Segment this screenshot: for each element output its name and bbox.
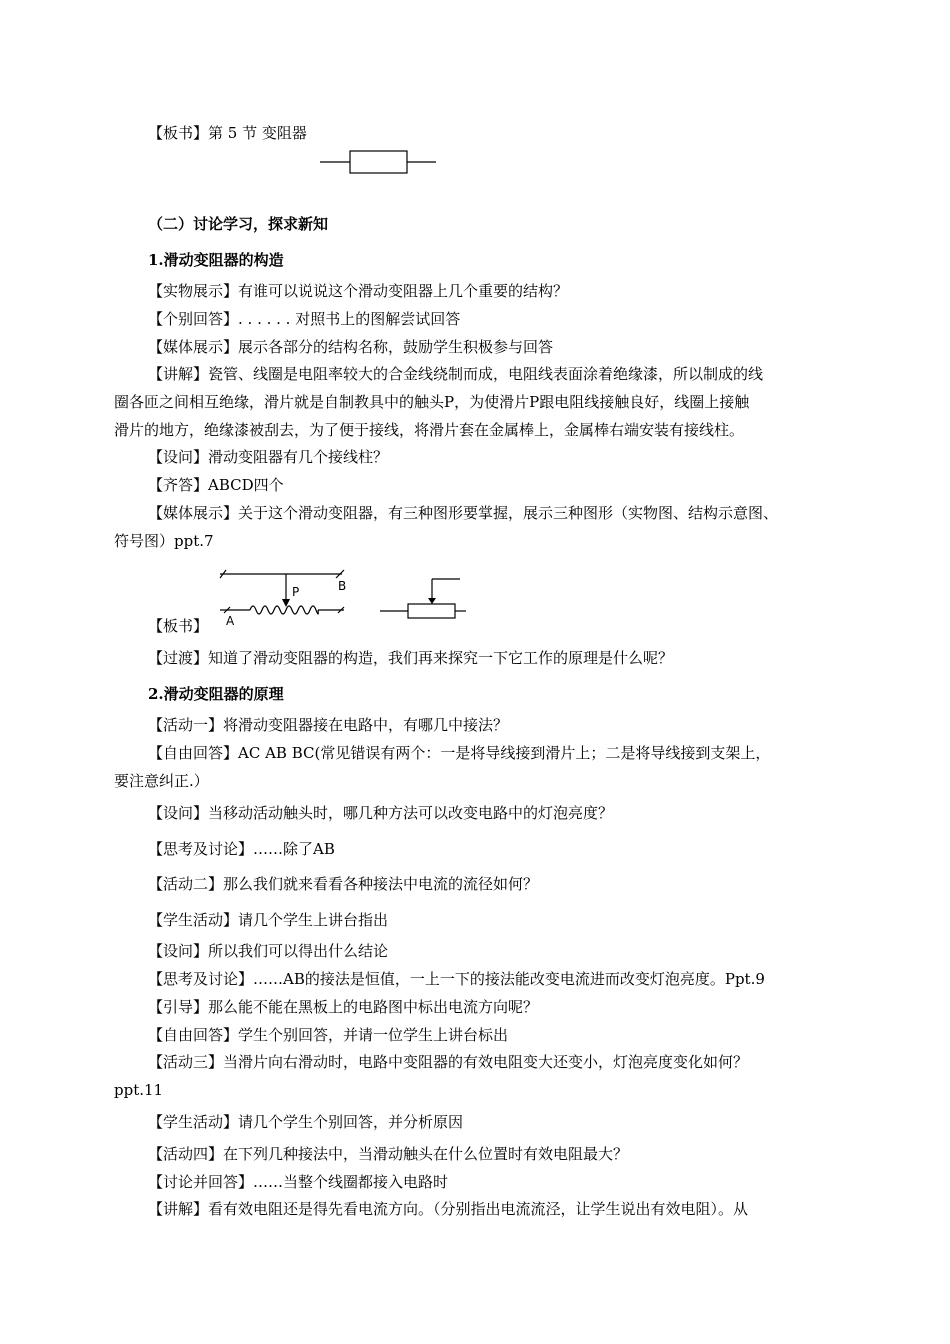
paragraph-line: 【个别回答】. . . . . . 对照书上的图解尝试回答 xyxy=(148,310,461,328)
subsection-heading-structure: 1.滑动变阻器的构造 xyxy=(148,251,284,269)
paragraph-line: 【自由回答】AC AB BC(常见错误有两个：一是将导线接到滑片上；二是将导线接到支架上， xyxy=(148,744,771,762)
paragraph-line: 【讨论并回答】……当整个线圈都接入电路时 xyxy=(148,1173,449,1191)
paragraph-line: 【活动四】在下列几种接法中，当滑动触头在什么位置时有效电阻最大？ xyxy=(148,1145,629,1163)
paragraph-line: 【思考及讨论】……AB的接法是恒值，一上一下的接法能改变电流进而改变灯泡亮度。Ppt.9 xyxy=(148,970,765,988)
paragraph-line: 要注意纠正.） xyxy=(114,772,209,790)
rheostat-structure-diagram xyxy=(214,565,354,630)
paragraph-line: 【引导】那么能不能在黑板上的电路图中标出电流方向呢？ xyxy=(148,998,539,1016)
paragraph-line: 【讲解】瓷管、线圈是电阻率较大的合金线绕制而成，电阻线表面涂着绝缘漆，所以制成的线 xyxy=(148,365,764,383)
label-a: A xyxy=(226,614,235,628)
resistor-symbol-icon xyxy=(320,150,440,178)
section-heading-discussion: （二）讨论学习，探求新知 xyxy=(148,215,329,233)
paragraph-line: 【活动三】当滑片向右滑动时，电路中变阻器的有效电阻变大还变小，灯泡亮度变化如何？ xyxy=(148,1053,749,1071)
rheostat-symbol-icon xyxy=(380,575,470,620)
paragraph-line: 【学生活动】请几个学生上讲台指出 xyxy=(148,911,389,929)
paragraph-line: 【设问】滑动变阻器有几个接线柱？ xyxy=(148,448,389,466)
board-heading: 【板书】第 5 节 变阻器 xyxy=(148,124,307,142)
paragraph-line: 【设问】所以我们可以得出什么结论 xyxy=(148,942,389,960)
paragraph-line: ppt.11 xyxy=(114,1081,164,1099)
paragraph-line: 【学生活动】请几个学生个别回答，并分析原因 xyxy=(148,1113,464,1131)
paragraph-line: 【实物展示】有谁可以说说这个滑动变阻器上几个重要的结构？ xyxy=(148,282,569,300)
paragraph-line: 滑片的地方，绝缘漆被刮去，为了便于接线，将滑片套在金属棒上，金属棒右端安装有接线柱。 xyxy=(114,421,745,439)
paragraph-line: 【设问】当移动活动触头时，哪几种方法可以改变电路中的灯泡亮度？ xyxy=(148,804,614,822)
paragraph-line: 【活动一】将滑动变阻器接在电路中，有哪几中接法？ xyxy=(148,716,509,734)
subsection-heading-principle: 2.滑动变阻器的原理 xyxy=(148,685,284,703)
label-b: B xyxy=(338,579,347,593)
paragraph-line: 符号图）ppt.7 xyxy=(114,532,214,550)
board-label: 【板书】 xyxy=(148,617,209,635)
label-p: P xyxy=(292,585,300,599)
paragraph-line: 【媒体展示】展示各部分的结构名称，鼓励学生积极参与回答 xyxy=(148,338,554,356)
paragraph-line: 【思考及讨论】……除了AB xyxy=(148,840,335,858)
paragraph-line: 【活动二】那么我们就来看看各种接法中电流的流径如何？ xyxy=(148,875,539,893)
paragraph-line: 【讲解】看有效电阻还是得先看电流方向。（分别指出电流流泾，让学生说出有效电阻）。从 xyxy=(148,1200,749,1218)
paragraph-line: 圈各匝之间相互绝缘，滑片就是自制教具中的触头P，为使滑片P跟电阻线接触良好，线圈上接触 xyxy=(114,393,750,411)
paragraph-line: 【过渡】知道了滑动变阻器的构造，我们再来探究一下它工作的原理是什么呢？ xyxy=(148,649,674,667)
paragraph-line: 【自由回答】学生个别回答，并请一位学生上讲台标出 xyxy=(148,1026,509,1044)
paragraph-line: 【媒体展示】关于这个滑动变阻器，有三种图形要掌握，展示三种图形（实物图、结构示意图、 xyxy=(148,504,779,522)
paragraph-line: 【齐答】ABCD四个 xyxy=(148,476,284,494)
